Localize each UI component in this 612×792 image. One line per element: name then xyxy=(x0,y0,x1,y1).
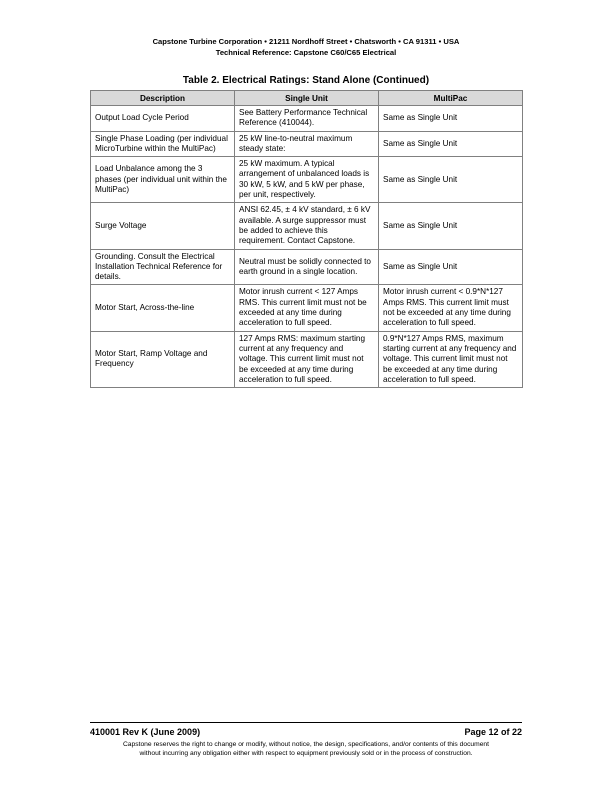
cell-description: Surge Voltage xyxy=(91,203,235,249)
cell-multipac: Same as Single Unit xyxy=(379,203,523,249)
cell-single-unit: See Battery Performance Technical Reference (410044). xyxy=(235,106,379,132)
page-number: Page 12 of 22 xyxy=(464,727,522,737)
table-row xyxy=(91,285,523,331)
electrical-ratings-table xyxy=(90,90,523,388)
header-company-address: Capstone Turbine Corporation • 21211 Nordhoff Street • Chatsworth • CA 91311 • USA xyxy=(152,37,460,46)
cell-single-unit: Neutral must be solidly connected to earth ground in a single location. xyxy=(235,249,379,285)
table-row xyxy=(91,203,523,249)
cell-single-unit: 127 Amps RMS: maximum starting current at any frequency and voltage. This current limit must not be exceeded at any time during acceleration to full speed. xyxy=(235,331,379,387)
disclaimer-line: Capstone reserves the right to change or modify, without notice, the design, specifications, and/or contents of this document xyxy=(122,741,490,748)
cell-description: Single Phase Loading (per individual MicroTurbine within the MultiPac) xyxy=(91,131,235,157)
column-header-description: Description xyxy=(91,91,235,106)
table-row xyxy=(91,331,523,387)
column-header-single-unit: Single Unit xyxy=(235,91,379,106)
header-document-title: Technical Reference: Capstone C60/C65 Electrical xyxy=(215,48,397,57)
cell-multipac: Same as Single Unit xyxy=(379,157,523,203)
cell-multipac: 0.9*N*127 Amps RMS, maximum starting current at any frequency and voltage. This current limit must not be exceeded at any time during acceleration to full speed. xyxy=(379,331,523,387)
disclaimer-line: without incurring any obligation either with respect to equipment previously sold or in the process of construction. xyxy=(139,750,473,757)
cell-description: Load Unbalance among the 3 phases (per individual unit within the MultiPac) xyxy=(91,157,235,203)
table-header-row xyxy=(91,91,523,106)
cell-multipac: Motor inrush current < 0.9*N*127 Amps RMS. This current limit must not be exceeded at any time during acceleration to full speed. xyxy=(379,285,523,331)
cell-single-unit: 25 kW line-to-neutral maximum steady state: xyxy=(235,131,379,157)
table-row xyxy=(91,157,523,203)
cell-description: Grounding. Consult the Electrical Installation Technical Reference for details. xyxy=(91,249,235,285)
table-row xyxy=(91,249,523,285)
footer-disclaimer xyxy=(90,740,522,758)
table-row xyxy=(91,131,523,157)
cell-description: Motor Start, Across-the-line xyxy=(91,285,235,331)
column-header-multipac: MultiPac xyxy=(379,91,523,106)
cell-single-unit: Motor inrush current < 127 Amps RMS. This current limit must not be exceeded at any time during acceleration to full speed. xyxy=(235,285,379,331)
table-title: Table 2. Electrical Ratings: Stand Alone (Continued) xyxy=(182,75,430,86)
cell-single-unit: ANSI 62.45, ± 4 kV standard, ± 6 kV available. A surge suppressor must be added to achieve this requirement. Contact Capstone. xyxy=(235,203,379,249)
table-row xyxy=(91,106,523,132)
page-header xyxy=(0,36,612,58)
cell-description: Output Load Cycle Period xyxy=(91,106,235,132)
cell-single-unit: 25 kW maximum. A typical arrangement of unbalanced loads is 30 kW, 5 kW, and 5 kW per phase, per unit, respectively. xyxy=(235,157,379,203)
cell-multipac: Same as Single Unit xyxy=(379,249,523,285)
cell-description: Motor Start, Ramp Voltage and Frequency xyxy=(91,331,235,387)
cell-multipac: Same as Single Unit xyxy=(379,131,523,157)
cell-multipac: Same as Single Unit xyxy=(379,106,523,132)
footer-divider xyxy=(90,722,522,723)
document-id: 410001 Rev K (June 2009) xyxy=(90,727,201,737)
